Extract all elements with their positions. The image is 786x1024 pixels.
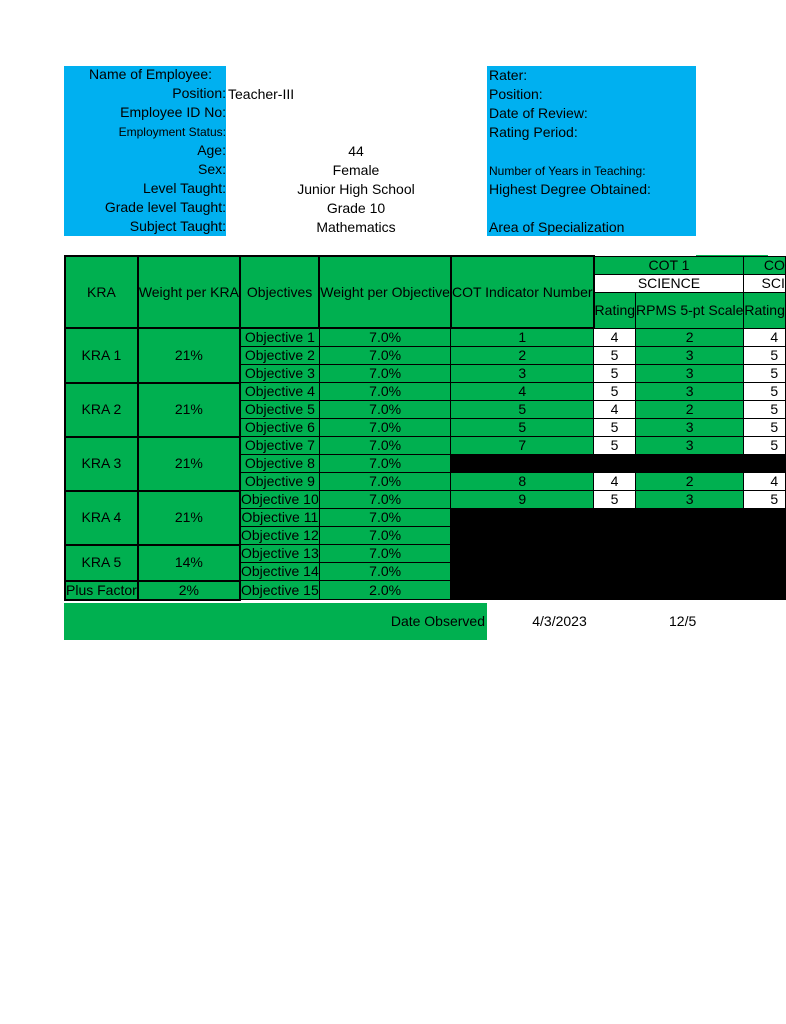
- employee-id-label: Employee ID No:: [120, 104, 226, 120]
- date-observed-2: 12/5: [669, 613, 697, 629]
- sex-label: Sex:: [197, 161, 226, 177]
- rpms-cell: 2: [636, 328, 744, 347]
- indicator-number: 5: [451, 419, 594, 437]
- rating2-cell: 5: [744, 419, 785, 437]
- rpms-cell: 2: [636, 401, 744, 419]
- objective-weight: 7.0%: [319, 328, 451, 347]
- rpms-cell: 3: [636, 383, 744, 401]
- objective-cell: Objective 7: [240, 437, 319, 455]
- indicator-number: 8: [451, 473, 594, 491]
- kra-name: KRA 4: [65, 491, 138, 545]
- kra-name: KRA 3: [65, 437, 138, 491]
- header-weight-per-kra: Weight per KRA: [138, 256, 240, 328]
- rating-cell: 5: [594, 365, 636, 383]
- indicator-number: 2: [451, 347, 594, 365]
- objective-cell: Objective 14: [240, 563, 319, 579]
- kra-weight: 21%: [138, 328, 240, 383]
- objective-cell: Objective 12: [240, 527, 319, 543]
- header-cot2: CO: [744, 256, 785, 274]
- rpms-cell: 3: [636, 437, 744, 455]
- date-observed-row: [64, 603, 487, 640]
- objective-weight: 7.0%: [319, 383, 451, 401]
- rater-position-label: Position:: [489, 86, 543, 102]
- kra-name: KRA 1: [65, 328, 138, 383]
- rating-cell: 4: [594, 473, 636, 491]
- kra-weight: 21%: [138, 383, 240, 437]
- indicator-number: 7: [451, 437, 594, 455]
- objective-weight: 7.0%: [319, 347, 451, 365]
- objective-weight: 7.0%: [319, 563, 451, 581]
- rating-cell: 5: [594, 491, 636, 509]
- rating-cell: 5: [594, 437, 636, 455]
- area-specialization-label: Area of Specialization: [489, 219, 625, 235]
- objective-cell: Objective 9: [240, 473, 319, 491]
- objective-weight: 7.0%: [319, 473, 451, 491]
- kra-name: KRA 2: [65, 383, 138, 437]
- objective-weight: 7.0%: [319, 365, 451, 383]
- objective-weight: 2.0%: [319, 581, 451, 600]
- sex-value: Female: [332, 162, 380, 178]
- rating2-cell: 5: [744, 437, 785, 455]
- rating2-cell: 4: [744, 328, 785, 347]
- rating-cell: 4: [594, 401, 636, 419]
- rating-cell: 5: [594, 419, 636, 437]
- highest-degree-label: Highest Degree Obtained:: [489, 181, 651, 197]
- level-taught-label: Level Taught:: [142, 180, 226, 196]
- objective-weight: 7.0%: [319, 509, 451, 527]
- indicator-number: 5: [451, 401, 594, 419]
- kra-weight: 21%: [138, 437, 240, 491]
- objective-cell: Objective 13: [240, 545, 319, 561]
- grade-level-label: Grade level Taught:: [104, 199, 226, 215]
- rating2-cell: 5: [744, 491, 785, 509]
- header-cot-indicator: COT Indicator Number: [451, 256, 594, 328]
- date-observed-label: Date Observed: [390, 613, 485, 629]
- position-value: Teacher-III: [228, 86, 295, 102]
- indicator-number: 4: [451, 383, 594, 401]
- employee-info-panel: [64, 66, 226, 236]
- rpms-cell: 3: [636, 365, 744, 383]
- date-of-review-label: Date of Review:: [489, 105, 588, 121]
- objective-cell: Objective 6: [240, 419, 319, 437]
- objective-weight: 7.0%: [319, 401, 451, 419]
- rpms-cell: 3: [636, 491, 744, 509]
- objective-cell: Objective 2: [240, 347, 319, 365]
- kra-weight: 14%: [138, 545, 240, 581]
- objective-weight: 7.0%: [319, 527, 451, 545]
- header-rating: Rating: [594, 293, 636, 329]
- subject-taught-value: Mathematics: [316, 219, 396, 235]
- name-of-employee-label: Name of Employee:: [89, 66, 212, 82]
- objective-cell: Objective 15: [240, 581, 319, 598]
- rpms-cell: 3: [636, 347, 744, 365]
- kra-weight: 2%: [138, 581, 240, 600]
- objective-cell: Objective 11: [241, 509, 319, 525]
- kra-name: Plus Factor: [66, 581, 137, 598]
- age-label: Age:: [197, 142, 226, 158]
- rating2-cell: 5: [744, 401, 785, 419]
- rating-cell: 5: [594, 383, 636, 401]
- objective-cell: Objective 8: [240, 455, 319, 473]
- years-teaching-label: Number of Years in Teaching:: [489, 164, 646, 178]
- objective-cell: Objective 1: [240, 328, 319, 347]
- objective-weight: 7.0%: [319, 455, 451, 473]
- header-cot2-subject: SCI: [744, 274, 785, 292]
- age-value: 44: [348, 143, 364, 159]
- header-cot1-subject: SCIENCE: [594, 274, 744, 292]
- position-label: Position:: [172, 85, 226, 101]
- header-objectives: Objectives: [240, 256, 319, 328]
- rating2-cell: 5: [744, 365, 785, 383]
- objective-weight: 7.0%: [319, 437, 451, 455]
- kra-rating-table: [64, 255, 786, 601]
- rating2-cell: 5: [744, 347, 785, 365]
- blacked-out-block: [451, 509, 785, 600]
- indicator-number: 3: [451, 365, 594, 383]
- rating-cell: 5: [594, 347, 636, 365]
- indicator-number: 1: [451, 328, 594, 347]
- kra-weight: 21%: [138, 491, 240, 545]
- rater-label: Rater:: [489, 67, 528, 83]
- employment-status-label: Employment Status:: [118, 125, 226, 139]
- objective-weight: 7.0%: [319, 545, 451, 563]
- rpms-cell: 3: [636, 419, 744, 437]
- blacked-out-cell: [451, 455, 785, 473]
- objective-cell: Objective 10: [240, 491, 319, 507]
- objective-cell: Objective 4: [240, 383, 319, 401]
- date-observed-1: 4/3/2023: [532, 613, 587, 629]
- rating-cell: 4: [594, 328, 636, 347]
- header-cot1: COT 1: [594, 256, 744, 274]
- objective-cell: Objective 5: [240, 401, 319, 419]
- subject-taught-label: Subject Taught:: [129, 218, 226, 234]
- header-rating-2: Rating: [744, 293, 785, 329]
- header-kra: KRA: [65, 256, 138, 328]
- indicator-number: 9: [451, 491, 594, 509]
- level-taught-value: Junior High School: [297, 181, 415, 197]
- rating2-cell: 5: [744, 383, 785, 401]
- header-weight-per-objective: Weight per Objective: [319, 256, 451, 328]
- grade-level-value: Grade 10: [326, 200, 386, 216]
- rpms-cell: 2: [636, 473, 744, 491]
- objective-weight: 7.0%: [319, 491, 451, 509]
- rating2-cell: 4: [744, 473, 785, 491]
- header-rpms: RPMS 5-pt Scale: [636, 293, 744, 329]
- kra-name: KRA 5: [65, 545, 138, 581]
- rating-period-label: Rating Period:: [489, 124, 578, 140]
- objective-cell: Objective 3: [240, 365, 319, 383]
- objective-weight: 7.0%: [319, 419, 451, 437]
